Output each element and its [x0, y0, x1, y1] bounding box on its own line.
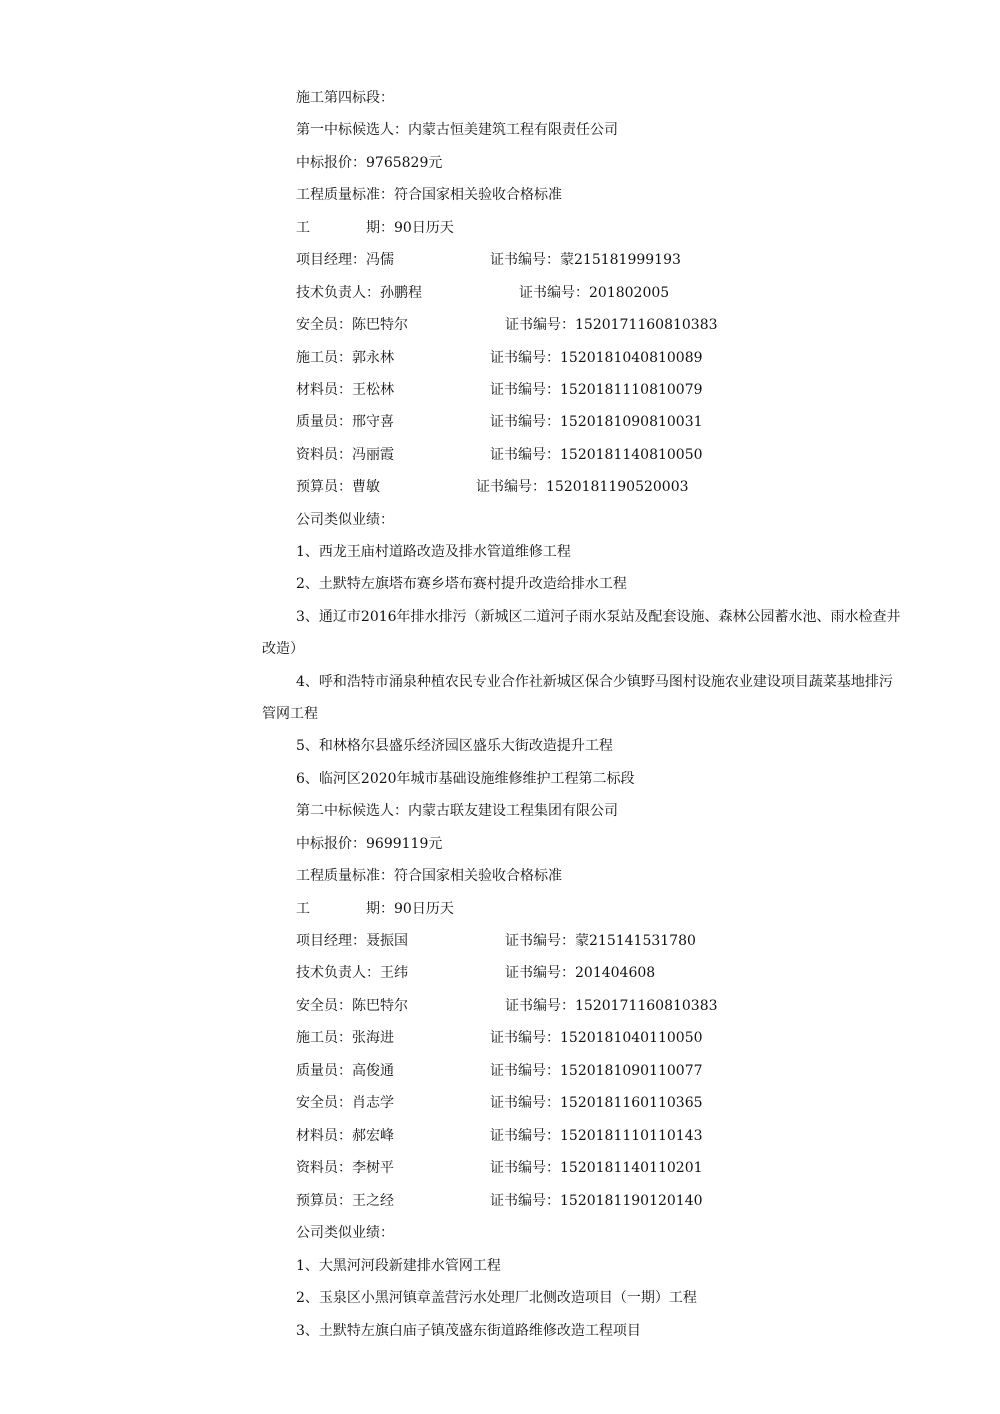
bid-price: 9765829元 [366, 155, 443, 171]
staff-name: 冯丽霞 [352, 447, 394, 463]
cert-label: 证书编号： [490, 1160, 560, 1176]
performance-item-continued: 改造） [262, 641, 304, 657]
staff-cert [490, 381, 703, 399]
candidate-2-quality-line [296, 867, 562, 885]
staff-name: 王之经 [352, 1193, 394, 1209]
performance-item: 3、通辽市2016年排水排污（新城区二道河子雨水泵站及配套设施、森林公园蓄水池、雨水检查井 [296, 609, 901, 625]
staff-role: 项目经理： [296, 933, 366, 949]
cert-label: 证书编号： [490, 1063, 560, 1079]
quality-value: 符合国家相关验收合格标准 [394, 187, 562, 203]
staff-role: 资料员： [296, 447, 352, 463]
staff-cert [505, 964, 655, 982]
cert-label: 证书编号： [490, 1095, 560, 1111]
cert-label: 证书编号： [505, 998, 575, 1014]
period-label-1: 工 [296, 901, 310, 917]
performance-heading: 公司类似业绩： [296, 1225, 394, 1241]
staff-row [296, 1159, 394, 1177]
staff-row [296, 478, 380, 496]
candidate-2-period-line [296, 900, 454, 918]
period-value: 90日历天 [394, 220, 454, 236]
period-label-2: 期： [366, 220, 394, 236]
staff-row [296, 1127, 394, 1145]
staff-role: 项目经理： [296, 252, 366, 268]
staff-name: 张海进 [352, 1030, 394, 1046]
candidate-1-period-line [296, 219, 454, 237]
company-name: 内蒙古联友建设工程集团有限公司 [408, 803, 618, 819]
staff-row [296, 964, 408, 982]
performance-item-continued: 管网工程 [262, 706, 318, 722]
staff-row [296, 251, 394, 269]
staff-cert [490, 1094, 703, 1112]
staff-role: 安全员： [296, 998, 352, 1014]
section-title: 施工第四标段： [296, 90, 394, 106]
cert-number: 1520181090110077 [560, 1063, 703, 1079]
period-label-2: 期： [366, 901, 394, 917]
staff-name: 郭永林 [352, 350, 394, 366]
staff-row [296, 381, 394, 399]
staff-cert [490, 1029, 703, 1047]
cert-label: 证书编号： [490, 1030, 560, 1046]
staff-name: 王松林 [352, 382, 394, 398]
cert-number: 1520181090810031 [560, 414, 703, 430]
staff-cert [490, 413, 703, 431]
staff-role: 资料员： [296, 1160, 352, 1176]
staff-role: 预算员： [296, 1193, 352, 1209]
staff-cert [490, 1062, 703, 1080]
performance-item: 2、玉泉区小黑河镇章盖营污水处理厂北侧改造项目（一期）工程 [296, 1290, 697, 1306]
staff-row [296, 997, 408, 1015]
candidate-2-company-line [296, 802, 618, 820]
staff-name: 肖志学 [352, 1095, 394, 1111]
staff-role: 施工员： [296, 1030, 352, 1046]
performance-item: 3、土默特左旗白庙子镇茂盛东街道路维修改造工程项目 [296, 1323, 641, 1339]
bid-label: 中标报价： [296, 836, 366, 852]
rank-label: 第一中标候选人： [296, 122, 408, 138]
rank-label: 第二中标候选人： [296, 803, 408, 819]
performance-item: 2、土默特左旗塔布赛乡塔布赛村提升改造给排水工程 [296, 576, 627, 592]
staff-row [296, 932, 408, 950]
staff-row [296, 1029, 394, 1047]
cert-label: 证书编号： [490, 447, 560, 463]
staff-role: 安全员： [296, 317, 352, 333]
company-name: 内蒙古恒美建筑工程有限责任公司 [408, 122, 618, 138]
candidate-2-bid-line [296, 835, 442, 853]
staff-cert [490, 1127, 703, 1145]
cert-number: 1520171160810383 [575, 998, 718, 1014]
staff-name: 冯儒 [366, 252, 394, 268]
staff-role: 预算员： [296, 479, 352, 495]
staff-cert [505, 316, 718, 334]
staff-cert [490, 446, 703, 464]
cert-label: 证书编号： [505, 965, 575, 981]
cert-label: 证书编号： [490, 252, 560, 268]
cert-label: 证书编号： [476, 479, 546, 495]
performance-item: 4、呼和浩特市涌泉种植农民专业合作社新城区保合少镇野马图村设施农业建设项目蔬菜基地排污 [296, 674, 893, 690]
cert-label: 证书编号： [490, 414, 560, 430]
period-value: 90日历天 [394, 901, 454, 917]
staff-role: 材料员： [296, 382, 352, 398]
cert-number: 1520171160810383 [575, 317, 718, 333]
cert-number: 1520181110110143 [560, 1128, 703, 1144]
staff-row [296, 1192, 394, 1210]
cert-number: 201404608 [575, 965, 656, 981]
quality-value: 符合国家相关验收合格标准 [394, 868, 562, 884]
staff-row [296, 349, 394, 367]
cert-number: 1520181190520003 [546, 479, 689, 495]
cert-number: 1520181110810079 [560, 382, 703, 398]
performance-item: 1、大黑河河段新建排水管网工程 [296, 1258, 501, 1274]
quality-label: 工程质量标准： [296, 868, 394, 884]
staff-row [296, 413, 394, 431]
cert-number: 1520181190120140 [560, 1193, 703, 1209]
staff-role: 安全员： [296, 1095, 352, 1111]
performance-item: 1、西龙王庙村道路改造及排水管道维修工程 [296, 544, 571, 560]
staff-cert [490, 349, 703, 367]
staff-cert [490, 1192, 703, 1210]
period-label-1: 工 [296, 220, 310, 236]
staff-role: 质量员： [296, 414, 352, 430]
cert-number: 1520181140810050 [560, 447, 703, 463]
staff-name: 陈巴特尔 [352, 317, 408, 333]
cert-label: 证书编号： [505, 933, 575, 949]
cert-label: 证书编号： [490, 382, 560, 398]
staff-row [296, 1062, 394, 1080]
cert-number: 201802005 [589, 285, 670, 301]
staff-row [296, 316, 408, 334]
staff-cert [490, 1159, 703, 1177]
candidate-1-company-line [296, 121, 618, 139]
staff-row [296, 284, 422, 302]
cert-number: 1520181140110201 [560, 1160, 703, 1176]
staff-role: 质量员： [296, 1063, 352, 1079]
staff-row [296, 1094, 394, 1112]
cert-number: 蒙215181999193 [560, 252, 681, 268]
staff-role: 技术负责人： [296, 285, 380, 301]
cert-number: 1520181040810089 [560, 350, 703, 366]
staff-row [296, 446, 394, 464]
staff-cert [476, 478, 689, 496]
cert-number: 蒙215141531780 [575, 933, 696, 949]
staff-role: 材料员： [296, 1128, 352, 1144]
bid-label: 中标报价： [296, 155, 366, 171]
staff-name: 邢守喜 [352, 414, 394, 430]
staff-name: 高俊通 [352, 1063, 394, 1079]
staff-name: 陈巴特尔 [352, 998, 408, 1014]
staff-cert [505, 997, 718, 1015]
staff-cert [519, 284, 669, 302]
staff-name: 王纬 [380, 965, 408, 981]
staff-role: 技术负责人： [296, 965, 380, 981]
staff-name: 曹敏 [352, 479, 380, 495]
staff-name: 聂振国 [366, 933, 408, 949]
staff-cert [490, 251, 681, 269]
cert-label: 证书编号： [490, 1193, 560, 1209]
candidate-1-bid-line [296, 154, 442, 172]
staff-cert [505, 932, 696, 950]
cert-label: 证书编号： [490, 1128, 560, 1144]
staff-name: 郝宏峰 [352, 1128, 394, 1144]
cert-label: 证书编号： [519, 285, 589, 301]
staff-name: 李树平 [352, 1160, 394, 1176]
performance-heading: 公司类似业绩： [296, 512, 394, 528]
performance-item: 6、临河区2020年城市基础设施维修维护工程第二标段 [296, 771, 635, 787]
cert-label: 证书编号： [490, 350, 560, 366]
staff-role: 施工员： [296, 350, 352, 366]
candidate-1-quality-line [296, 186, 562, 204]
cert-number: 1520181160110365 [560, 1095, 703, 1111]
staff-name: 孙鹏程 [380, 285, 422, 301]
cert-number: 1520181040110050 [560, 1030, 703, 1046]
bid-price: 9699119元 [366, 836, 443, 852]
cert-label: 证书编号： [505, 317, 575, 333]
performance-item: 5、和林格尔县盛乐经济园区盛乐大街改造提升工程 [296, 738, 613, 754]
quality-label: 工程质量标准： [296, 187, 394, 203]
